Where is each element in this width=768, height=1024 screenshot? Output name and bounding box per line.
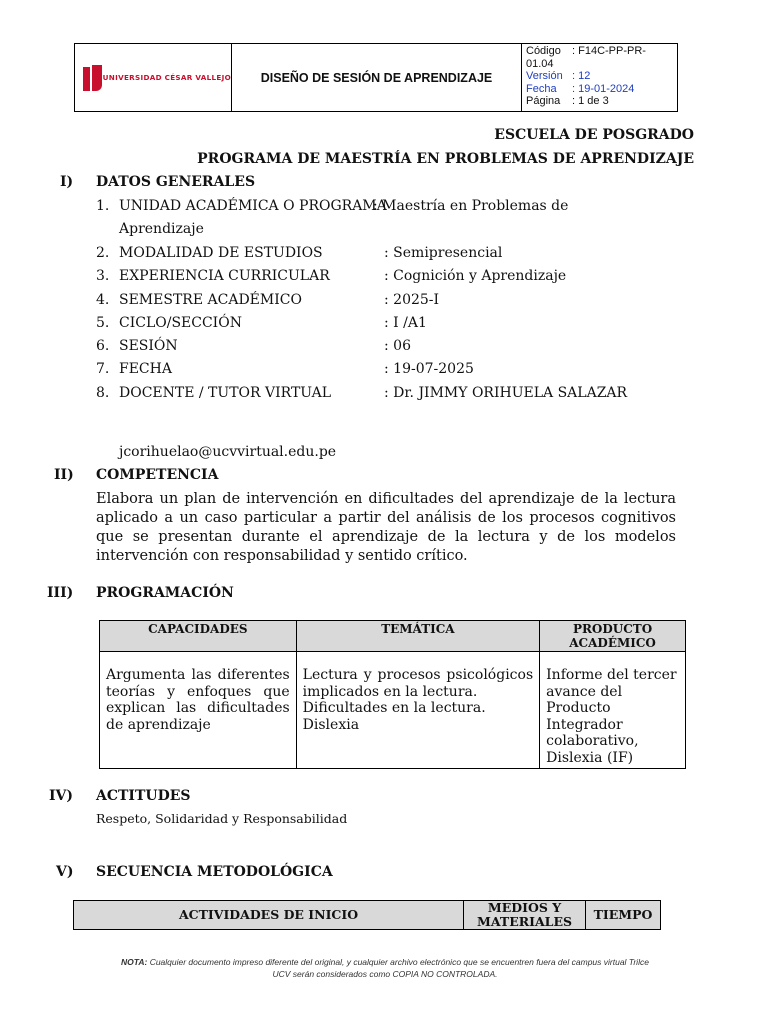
competencia-text: Elabora un plan de intervención en dificultades del aprendizaje de la lectura aplicado a un caso particular a partir del análisis de los procesos cognitivos que se presentan durante el aprendizaje de la lectura y de los modelos intervención con responsabilidad y sentido crítico. [96,491,676,564]
table-row [100,652,686,769]
col-tematica: TEMÁTICA [296,621,539,652]
programacion-table [99,620,686,769]
meta-code: Código : F14C-PP-PR- 01.04 [526,45,646,70]
program-heading: PROGRAMA DE MAESTRÍA EN PROBLEMAS DE APRENDIZAJE [197,151,694,167]
secuencia-table [73,900,661,930]
col-medios-materiales: MEDIOS Y MATERIALES [464,901,586,930]
meta-date: Fecha : 19-01-2024 [526,82,635,95]
col-tiempo: TIEMPO [586,901,661,930]
document-header [74,43,678,112]
cell-capacidades: Argumenta las diferentes teorías y enfoques que explican las dificultades de aprendizaje [100,652,297,769]
school-heading: ESCUELA DE POSGRADO [494,127,694,143]
section-1-title: DATOS GENERALES [96,174,256,190]
meta-version: Versión : 12 [526,70,591,82]
col-producto: PRODUCTO ACADÉMICO [540,621,686,652]
docente-email: jcorihuelao@ucvvirtual.edu.pe [119,444,337,460]
col-actividades-inicio: ACTIVIDADES DE INICIO [74,901,464,930]
meta-page: Página : 1 de 3 [526,95,609,107]
section-4-number: IV) [49,788,74,804]
section-2-title: COMPETENCIA [96,467,219,483]
section-3-number: III) [47,585,74,601]
section-1-number: I) [60,174,74,190]
section-3-title: PROGRAMACIÓN [96,585,234,601]
section-2-number: II) [54,467,74,483]
programacion-header-row [100,621,686,652]
col-capacidades: CAPACIDADES [100,621,297,652]
section-4-title: ACTITUDES [96,788,191,804]
footer-note: NOTA: Cualquier documento impreso diferente del original, y cualquier archivo electrónico que se encuentren fuera del campus virtual Trilce UCV serán considerados como COPIA NO CONTROLADA. [121,957,649,979]
secuencia-header-row [74,901,661,930]
section-5-number: V) [56,864,74,880]
document-title: DISEÑO DE SESIÓN DE APRENDIZAJE [232,44,522,111]
cell-producto: Informe del tercer avance del Producto Integrador colaborativo, Dislexia (IF) [540,652,686,769]
logo-cell [75,44,232,111]
section-5-title: SECUENCIA METODOLÓGICA [96,864,333,880]
logo-text: UNIVERSIDAD CÉSAR VALLEJO [102,73,231,82]
university-logo-icon [83,65,99,91]
document-meta [522,44,677,111]
actitudes-text: Respeto, Solidaridad y Responsabilidad [96,811,348,826]
cell-tematica: Lectura y procesos psicológicos implicados en la lectura. Dificultades en la lectura. Dislexia [296,652,539,769]
